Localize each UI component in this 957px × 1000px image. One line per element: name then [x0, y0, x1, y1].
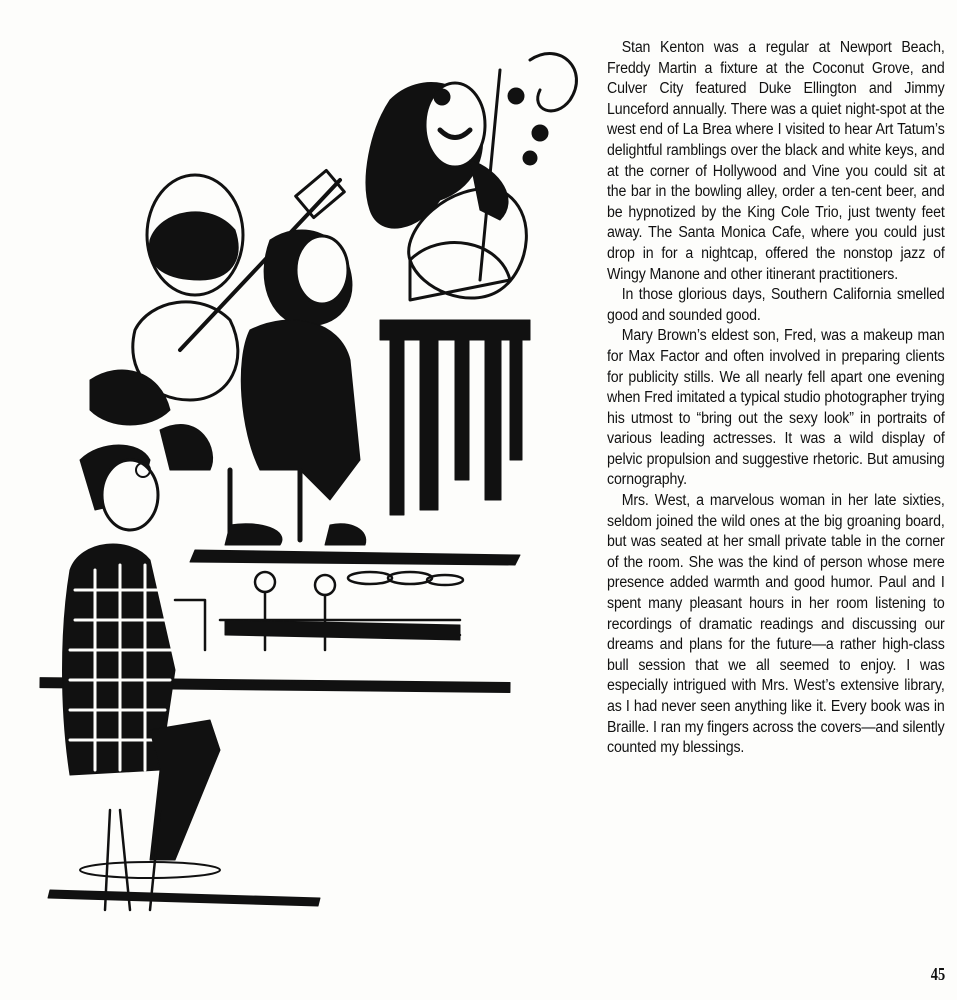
jazz-trio-illustration	[0, 30, 600, 930]
paragraph-1: Stan Kenton was a regular at Newport Beach, Freddy Martin a fixture at the Coconut Grove, and Culver City featured Duke Ellington and Jimmy Lunceford annually. There was a quiet night-spot at the west end of La Brea where I visited to hear Art Tatum’s delightful ramblings over the black and white keys, and at the corner of Hollywood and Vine you could sit at the bar in the bowling alley, order a ten-cent beer, and be hypnotized by the King Cole Trio, just twenty feet away. The Santa Monica Cafe, where you could just drop in for a nightcap, offered the nonstop jazz of Wingy Manone and other itinerant practitioners.	[607, 39, 945, 283]
body-text-column	[607, 38, 945, 759]
paragraph-3: Mary Brown’s eldest son, Fred, was a makeup man for Max Factor and often involved in preparing clients for publicity stills. We all nearly fell apart one evening when Fred imitated a typical studio photographer trying his utmost to “bring out the sexy look” in portraits of various leading actresses. It was a wild display of pelvic propulsion and suggestive rhetoric. But amusing cornography.	[607, 327, 945, 489]
stage-floor	[190, 550, 520, 565]
paragraph-4: Mrs. West, a marvelous woman in her late sixties, seldom joined the wild ones at the big groaning board, but was seated at her small private table in the corner of the room. She was the kind of person whose mere presence added warmth and good humor. Paul and I spent many pleasant hours in her room listening to recordings of dramatic readings and discussing our dreams and plans for the future—a rather high-class bull session that we all seemed to enjoy. I was especially intrigued with Mrs. West’s extensive library, as I had never seen anything like it. Every book was in Braille. I ran my fingers across the covers—and silently counted my blessings.	[607, 492, 945, 757]
bar-counter	[225, 620, 460, 640]
seated-man-figure	[48, 445, 320, 910]
bassist-figure	[366, 54, 576, 299]
page-number: 45	[930, 964, 946, 984]
paragraph-2: In those glorious days, Southern California smelled good and sounded good.	[607, 286, 945, 324]
